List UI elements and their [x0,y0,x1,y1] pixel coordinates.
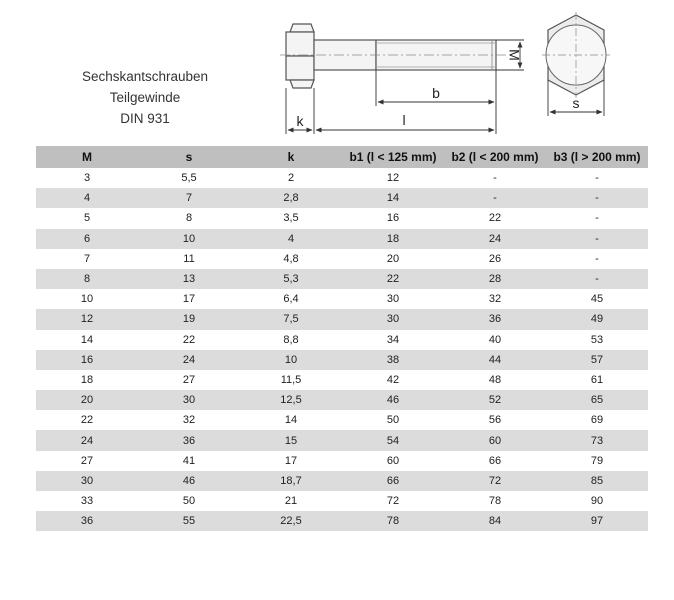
cell-b2: 84 [444,511,546,531]
cell-m: 6 [36,229,138,249]
cell-m: 22 [36,410,138,430]
cell-k: 2,8 [240,188,342,208]
cell-b2: 44 [444,350,546,370]
cell-k: 18,7 [240,471,342,491]
cell-b1: 12 [342,168,444,188]
cell-b3: 53 [546,330,648,350]
cell-m: 18 [36,370,138,390]
cell-k: 8,8 [240,330,342,350]
cell-b2: - [444,188,546,208]
cell-b1: 46 [342,390,444,410]
cell-m: 8 [36,269,138,289]
cell-b2: 32 [444,289,546,309]
header-k: k [240,146,342,168]
cell-m: 7 [36,249,138,269]
cell-b2: 72 [444,471,546,491]
cell-b2: 28 [444,269,546,289]
cell-b3: 73 [546,430,648,450]
cell-k: 14 [240,410,342,430]
cell-b2: 60 [444,430,546,450]
cell-m: 14 [36,330,138,350]
table-row [36,350,648,370]
table-row [36,370,648,390]
cell-s: 17 [138,289,240,309]
cell-m: 36 [36,511,138,531]
table-row [36,511,648,531]
cell-s: 36 [138,430,240,450]
cell-s: 7 [138,188,240,208]
title-line-product: Sechskantschrauben [81,69,209,84]
table-row [36,410,648,430]
cell-m: 12 [36,309,138,329]
dimension-label-s: s [572,95,580,111]
cell-b3: - [546,249,648,269]
cell-s: 8 [138,208,240,228]
cell-b3: - [546,168,648,188]
title-line-type: Teilgewinde [109,90,181,105]
cell-s: 27 [138,370,240,390]
cell-m: 4 [36,188,138,208]
cell-b1: 34 [342,330,444,350]
cell-b1: 42 [342,370,444,390]
dimension-l [316,106,496,134]
cell-k: 22,5 [240,511,342,531]
cell-b2: 66 [444,451,546,471]
table-row [36,289,648,309]
cell-k: 7,5 [240,309,342,329]
cell-b3: 90 [546,491,648,511]
bolt-technical-drawing [270,8,674,140]
cell-s: 10 [138,229,240,249]
table-body [36,168,648,531]
header-b1: b1 (l < 125 mm) [342,146,444,168]
cell-b1: 78 [342,511,444,531]
cell-s: 50 [138,491,240,511]
bolt-drawing-svg [270,8,674,140]
cell-s: 13 [138,269,240,289]
cell-b1: 30 [342,309,444,329]
cell-b3: 85 [546,471,648,491]
header-m: M [36,146,138,168]
table-row [36,168,648,188]
table-row [36,491,648,511]
table-row [36,208,648,228]
cell-s: 55 [138,511,240,531]
table-row [36,309,648,329]
dimension-label-k: k [296,113,304,129]
table-row [36,249,648,269]
header-s: s [138,146,240,168]
cell-k: 6,4 [240,289,342,309]
cell-k: 11,5 [240,370,342,390]
cell-m: 30 [36,471,138,491]
cell-b3: - [546,229,648,249]
cell-b2: 22 [444,208,546,228]
cell-b1: 72 [342,491,444,511]
cell-k: 12,5 [240,390,342,410]
cell-m: 5 [36,208,138,228]
title-block [60,66,230,129]
cell-m: 24 [36,430,138,450]
table-row [36,330,648,350]
table-row [36,451,648,471]
header-b3: b3 (l > 200 mm) [546,146,648,168]
cell-b1: 50 [342,410,444,430]
cell-b1: 22 [342,269,444,289]
dimension-label-l: l [402,112,406,128]
cell-k: 10 [240,350,342,370]
cell-b2: 56 [444,410,546,430]
bolt-head-front-view [542,12,610,98]
cell-b2: 48 [444,370,546,390]
cell-b3: 57 [546,350,648,370]
table-row [36,269,648,289]
table-row [36,229,648,249]
cell-s: 22 [138,330,240,350]
cell-k: 3,5 [240,208,342,228]
cell-b2: - [444,168,546,188]
cell-b1: 66 [342,471,444,491]
table-row [36,188,648,208]
cell-b2: 40 [444,330,546,350]
cell-s: 30 [138,390,240,410]
dimension-label-m: M [506,49,523,61]
title-line-standard: DIN 931 [120,111,170,126]
cell-b3: - [546,269,648,289]
cell-b1: 20 [342,249,444,269]
dimension-table [36,146,648,531]
cell-b2: 52 [444,390,546,410]
cell-b3: 69 [546,410,648,430]
cell-k: 17 [240,451,342,471]
cell-m: 10 [36,289,138,309]
cell-b3: 61 [546,370,648,390]
cell-b3: 45 [546,289,648,309]
cell-s: 24 [138,350,240,370]
cell-b1: 60 [342,451,444,471]
header-b2: b2 (l < 200 mm) [444,146,546,168]
cell-k: 15 [240,430,342,450]
cell-b2: 26 [444,249,546,269]
cell-b3: - [546,208,648,228]
cell-b1: 30 [342,289,444,309]
cell-k: 21 [240,491,342,511]
cell-b1: 54 [342,430,444,450]
cell-b3: 97 [546,511,648,531]
table-row [36,430,648,450]
cell-b1: 38 [342,350,444,370]
cell-m: 20 [36,390,138,410]
cell-k: 4,8 [240,249,342,269]
cell-b3: 49 [546,309,648,329]
cell-s: 5,5 [138,168,240,188]
cell-b3: - [546,188,648,208]
cell-s: 41 [138,451,240,471]
table-row [36,390,648,410]
cell-b1: 14 [342,188,444,208]
cell-b3: 79 [546,451,648,471]
cell-k: 5,3 [240,269,342,289]
cell-b3: 65 [546,390,648,410]
bolt-head-side-view [286,24,314,88]
cell-s: 46 [138,471,240,491]
cell-m: 33 [36,491,138,511]
cell-s: 19 [138,309,240,329]
dimension-label-b: b [432,85,440,101]
cell-b1: 16 [342,208,444,228]
table-row [36,471,648,491]
cell-m: 27 [36,451,138,471]
cell-m: 3 [36,168,138,188]
cell-m: 16 [36,350,138,370]
cell-k: 2 [240,168,342,188]
cell-k: 4 [240,229,342,249]
cell-s: 11 [138,249,240,269]
cell-b2: 24 [444,229,546,249]
cell-s: 32 [138,410,240,430]
cell-b1: 18 [342,229,444,249]
cell-b2: 78 [444,491,546,511]
table-header-row [36,146,648,168]
cell-b2: 36 [444,309,546,329]
